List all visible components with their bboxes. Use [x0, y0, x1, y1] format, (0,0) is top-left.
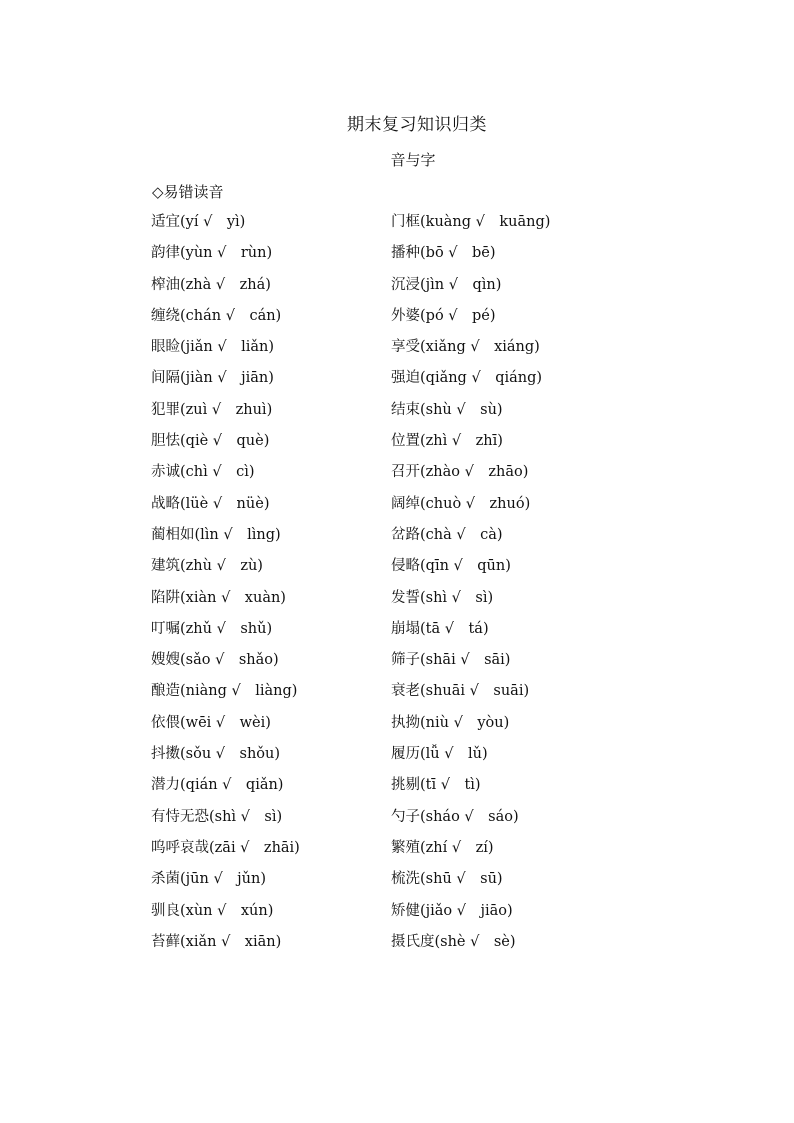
pronunciation-list [151, 211, 631, 962]
list-item: 筛子(shāi √ sāi) [391, 652, 511, 669]
list-item: 潜力(qián √ qiǎn) [151, 777, 284, 794]
list-item: 适宜(yí √ yì) [151, 214, 246, 230]
document-title: 期末复习知识归类 [347, 115, 487, 135]
document-subtitle: 音与字 [390, 151, 436, 169]
list-item: 眼睑(jiǎn √ liǎn) [151, 339, 275, 356]
list-item: 位置(zhì √ zhī) [391, 433, 503, 450]
list-item: 召开(zhào √ zhāo) [391, 464, 529, 481]
list-item: 强迫(qiǎng √ qiáng) [391, 370, 543, 387]
list-item: 摄氏度(shè √ sè) [391, 933, 516, 950]
list-item: 崩塌(tā √ tá) [391, 620, 489, 637]
list-item: 繁殖(zhí √ zí) [391, 839, 494, 856]
list-item: 发誓(shì √ sì) [391, 589, 494, 606]
list-item: 建筑(zhù √ zù) [151, 558, 263, 575]
list-item: 蔺相如(lìn √ lìng) [151, 526, 281, 543]
list-item: 酿造(niàng √ liàng) [151, 683, 298, 700]
section-heading: ◇易错读音 [152, 183, 224, 201]
list-item: 阔绰(chuò √ zhuó) [391, 495, 531, 512]
list-item: 沉浸(jìn √ qìn) [391, 276, 502, 293]
list-item: 梳洗(shū √ sū) [391, 871, 503, 888]
list-item: 岔路(chà √ cà) [391, 526, 503, 543]
list-item: 挑剔(tī √ tì) [391, 777, 481, 794]
list-item: 结束(shù √ sù) [391, 401, 503, 418]
list-item: 履历(lǚ √ lǔ) [391, 746, 488, 763]
list-item: 胆怯(qiè √ què) [151, 433, 270, 450]
list-item: 叮嘱(zhǔ √ shǔ) [151, 620, 273, 637]
list-item: 赤诚(chì √ cì) [151, 464, 255, 481]
list-item: 门框(kuàng √ kuāng) [391, 214, 551, 230]
list-item: 呜呼哀哉(zāi √ zhāi) [151, 839, 300, 856]
list-item: 缠绕(chán √ cán) [151, 307, 282, 324]
list-item: 侵略(qīn √ qūn) [391, 558, 511, 575]
list-item: 享受(xiǎng √ xiáng) [391, 339, 540, 356]
list-item: 衰老(shuāi √ suāi) [391, 683, 530, 700]
list-item: 间隔(jiàn √ jiān) [151, 370, 274, 387]
list-item: 执拗(niù √ yòu) [391, 714, 510, 731]
list-item: 嫂嫂(sǎo √ shǎo) [151, 652, 279, 669]
list-item: 杀菌(jūn √ jǔn) [151, 871, 267, 888]
list-item: 韵律(yùn √ rùn) [151, 245, 273, 262]
list-item: 陷阱(xiàn √ xuàn) [151, 589, 286, 606]
list-item: 勺子(sháo √ sáo) [391, 808, 519, 825]
list-item: 苔藓(xiǎn √ xiān) [151, 933, 282, 950]
list-item: 榨油(zhà √ zhá) [151, 276, 271, 293]
list-item: 犯罪(zuì √ zhuì) [151, 401, 273, 418]
list-item: 矫健(jiǎo √ jiāo) [391, 902, 513, 919]
list-item: 驯良(xùn √ xún) [151, 902, 274, 919]
list-item: 外婆(pó √ pé) [391, 307, 496, 324]
list-item: 依偎(wēi √ wèi) [151, 714, 271, 731]
list-item: 播种(bō √ bē) [391, 245, 496, 262]
list-item: 战略(lüè √ nüè) [151, 495, 270, 512]
list-item: 有恃无恐(shì √ sì) [151, 808, 283, 825]
list-item: 抖擞(sǒu √ shǒu) [151, 746, 281, 763]
